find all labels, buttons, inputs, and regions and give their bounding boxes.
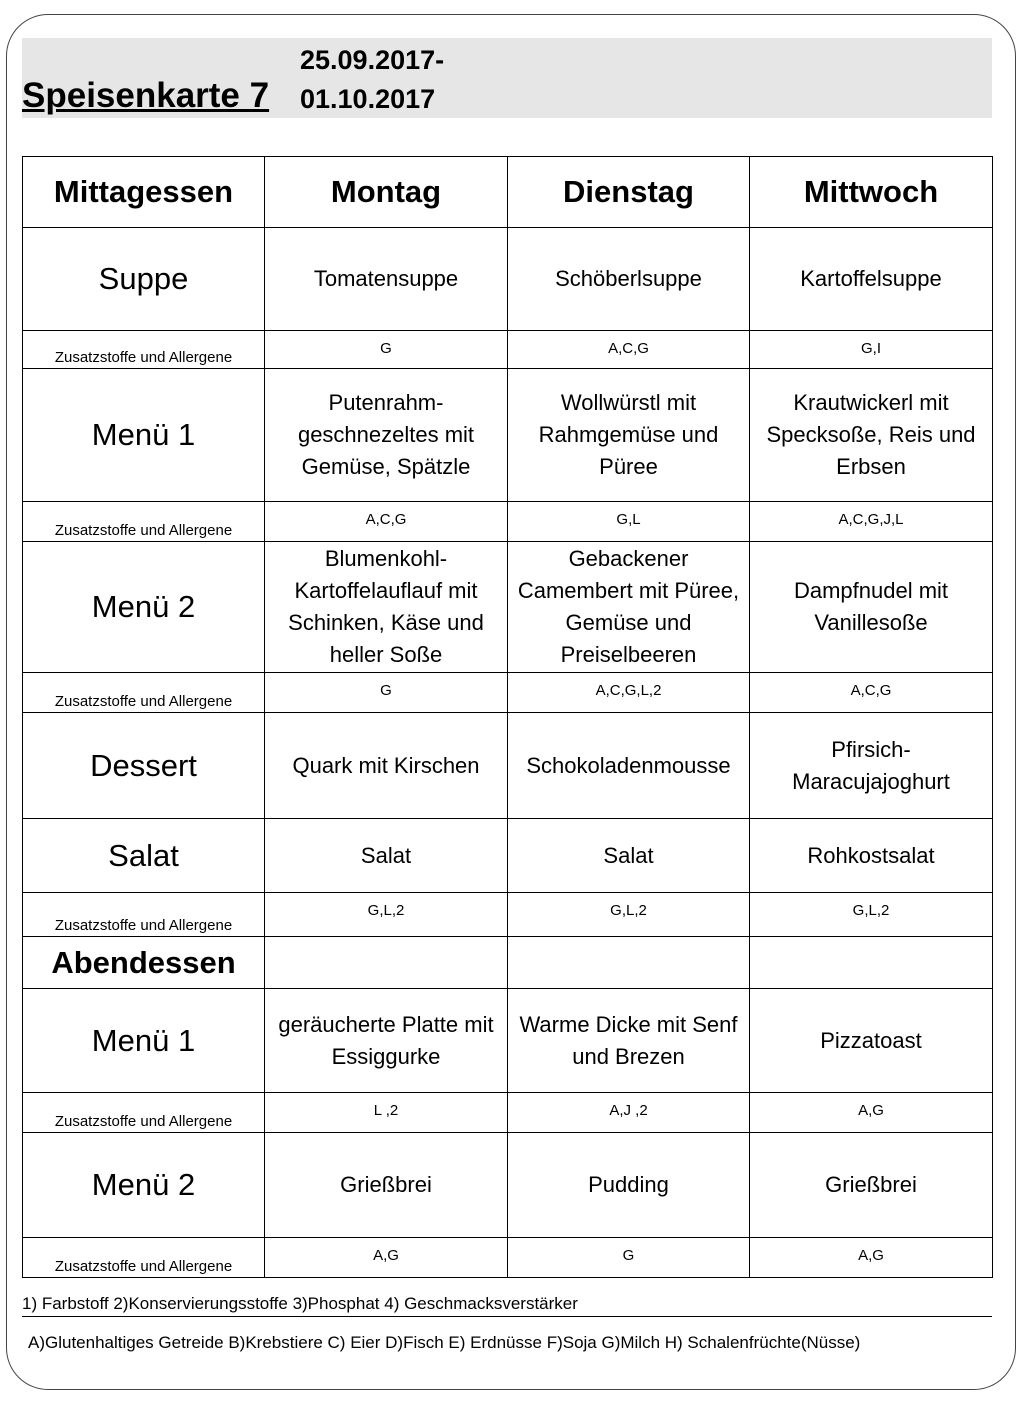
cell-menu1-dienstag: Wollwürstl mit Rahmgemüse und Püree <box>508 369 750 502</box>
cell-salat-dienstag: Salat <box>508 819 750 893</box>
allergen-menu1-dienstag: G,L <box>508 502 750 542</box>
allergen-label: Zusatzstoffe und Allergene <box>23 502 265 542</box>
header-row <box>23 157 993 228</box>
row-label-dessert: Dessert <box>23 713 265 819</box>
cell-menu1-mittwoch: Krautwickerl mit Specksoße, Reis und Erbsen <box>750 369 993 502</box>
row-salat <box>23 819 993 893</box>
row-abend-menu1 <box>23 989 993 1093</box>
allergen-abend-menu1-montag: L ,2 <box>265 1093 508 1133</box>
allergen-row-abend-menu1 <box>23 1093 993 1133</box>
allergen-salat-montag: G,L,2 <box>265 893 508 937</box>
allergens-legend: A)Glutenhaltiges Getreide B)Krebstiere C) Eier D)Fisch E) Erdnüsse F)Soja G)Milch H) Schalenfrüchte(Nüsse) <box>28 1333 861 1352</box>
menu-table <box>22 156 993 1278</box>
allergen-label: Zusatzstoffe und Allergene <box>23 893 265 937</box>
cell-salat-mittwoch: Rohkostsalat <box>750 819 993 893</box>
cell-dessert-mittwoch: Pfirsich-Maracujajoghurt <box>750 713 993 819</box>
allergen-suppe-montag: G <box>265 331 508 369</box>
row-abend-menu2 <box>23 1133 993 1238</box>
allergen-row-suppe <box>23 331 993 369</box>
allergen-abend-menu1-mittwoch: A,G <box>750 1093 993 1133</box>
column-header-montag: Montag <box>265 157 508 228</box>
cell-suppe-mittwoch: Kartoffelsuppe <box>750 228 993 331</box>
cell-abend-menu2-montag: Grießbrei <box>265 1133 508 1238</box>
row-suppe <box>23 228 993 331</box>
row-label-suppe: Suppe <box>23 228 265 331</box>
allergen-label: Zusatzstoffe und Allergene <box>23 1093 265 1133</box>
allergen-menu2-montag: G <box>265 673 508 713</box>
cell-suppe-dienstag: Schöberlsuppe <box>508 228 750 331</box>
allergen-row-salat <box>23 893 993 937</box>
row-menu2 <box>23 542 993 673</box>
column-header-mittwoch: Mittwoch <box>750 157 993 228</box>
cell-dessert-montag: Quark mit Kirschen <box>265 713 508 819</box>
date-from: 25.09.2017- <box>300 45 445 75</box>
allergen-abend-menu2-dienstag: G <box>508 1238 750 1278</box>
row-dessert <box>23 713 993 819</box>
allergen-abend-menu2-mittwoch: A,G <box>750 1238 993 1278</box>
cell-abend-menu1-dienstag: Warme Dicke mit Senf und Brezen <box>508 989 750 1093</box>
allergen-menu2-mittwoch: A,C,G <box>750 673 993 713</box>
allergen-menu1-mittwoch: A,C,G,J,L <box>750 502 993 542</box>
empty-cell <box>508 937 750 989</box>
menu-title: Speisenkarte 7 <box>22 76 270 115</box>
cell-menu2-dienstag: Gebackener Camembert mit Püree, Gemüse und Preiselbeeren <box>508 542 750 673</box>
cell-menu2-montag: Blumenkohl-Kartoffelauflauf mit Schinken, Käse und heller Soße <box>265 542 508 673</box>
empty-cell <box>265 937 508 989</box>
additives-legend: 1) Farbstoff 2)Konservierungsstoffe 3)Phosphat 4) Geschmacksverstärker <box>22 1294 578 1313</box>
cell-abend-menu1-mittwoch: Pizzatoast <box>750 989 993 1093</box>
cell-abend-menu1-montag: geräucherte Platte mit Essiggurke <box>265 989 508 1093</box>
row-menu1 <box>23 369 993 502</box>
column-header-dienstag: Dienstag <box>508 157 750 228</box>
allergen-label: Zusatzstoffe und Allergene <box>23 1238 265 1278</box>
allergen-menu1-montag: A,C,G <box>265 502 508 542</box>
allergen-suppe-mittwoch: G,I <box>750 331 993 369</box>
footer-divider <box>22 1316 992 1317</box>
allergen-row-menu1 <box>23 502 993 542</box>
allergen-label: Zusatzstoffe und Allergene <box>23 673 265 713</box>
section-label-abendessen: Abendessen <box>23 937 265 989</box>
allergen-label: Zusatzstoffe und Allergene <box>23 331 265 369</box>
cell-abend-menu2-mittwoch: Grießbrei <box>750 1133 993 1238</box>
allergen-salat-mittwoch: G,L,2 <box>750 893 993 937</box>
row-label-menu2: Menü 2 <box>23 542 265 673</box>
cell-menu1-montag: Putenrahm-geschnezeltes mit Gemüse, Spätzle <box>265 369 508 502</box>
row-abendessen <box>23 937 993 989</box>
cell-suppe-montag: Tomatensuppe <box>265 228 508 331</box>
allergen-menu2-dienstag: A,C,G,L,2 <box>508 673 750 713</box>
allergen-abend-menu1-dienstag: A,J ,2 <box>508 1093 750 1133</box>
row-label-abend-menu2: Menü 2 <box>23 1133 265 1238</box>
date-to: 01.10.2017 <box>300 84 436 114</box>
row-label-salat: Salat <box>23 819 265 893</box>
allergen-salat-dienstag: G,L,2 <box>508 893 750 937</box>
allergen-row-menu2 <box>23 673 993 713</box>
cell-dessert-dienstag: Schokoladenmousse <box>508 713 750 819</box>
allergen-row-abend-menu2 <box>23 1238 993 1278</box>
allergen-suppe-dienstag: A,C,G <box>508 331 750 369</box>
empty-cell <box>750 937 993 989</box>
cell-menu2-mittwoch: Dampfnudel mit Vanillesoße <box>750 542 993 673</box>
row-label-abend-menu1: Menü 1 <box>23 989 265 1093</box>
cell-abend-menu2-dienstag: Pudding <box>508 1133 750 1238</box>
allergen-abend-menu2-montag: A,G <box>265 1238 508 1278</box>
column-header-mittagessen: Mittagessen <box>23 157 265 228</box>
row-label-menu1: Menü 1 <box>23 369 265 502</box>
cell-salat-montag: Salat <box>265 819 508 893</box>
